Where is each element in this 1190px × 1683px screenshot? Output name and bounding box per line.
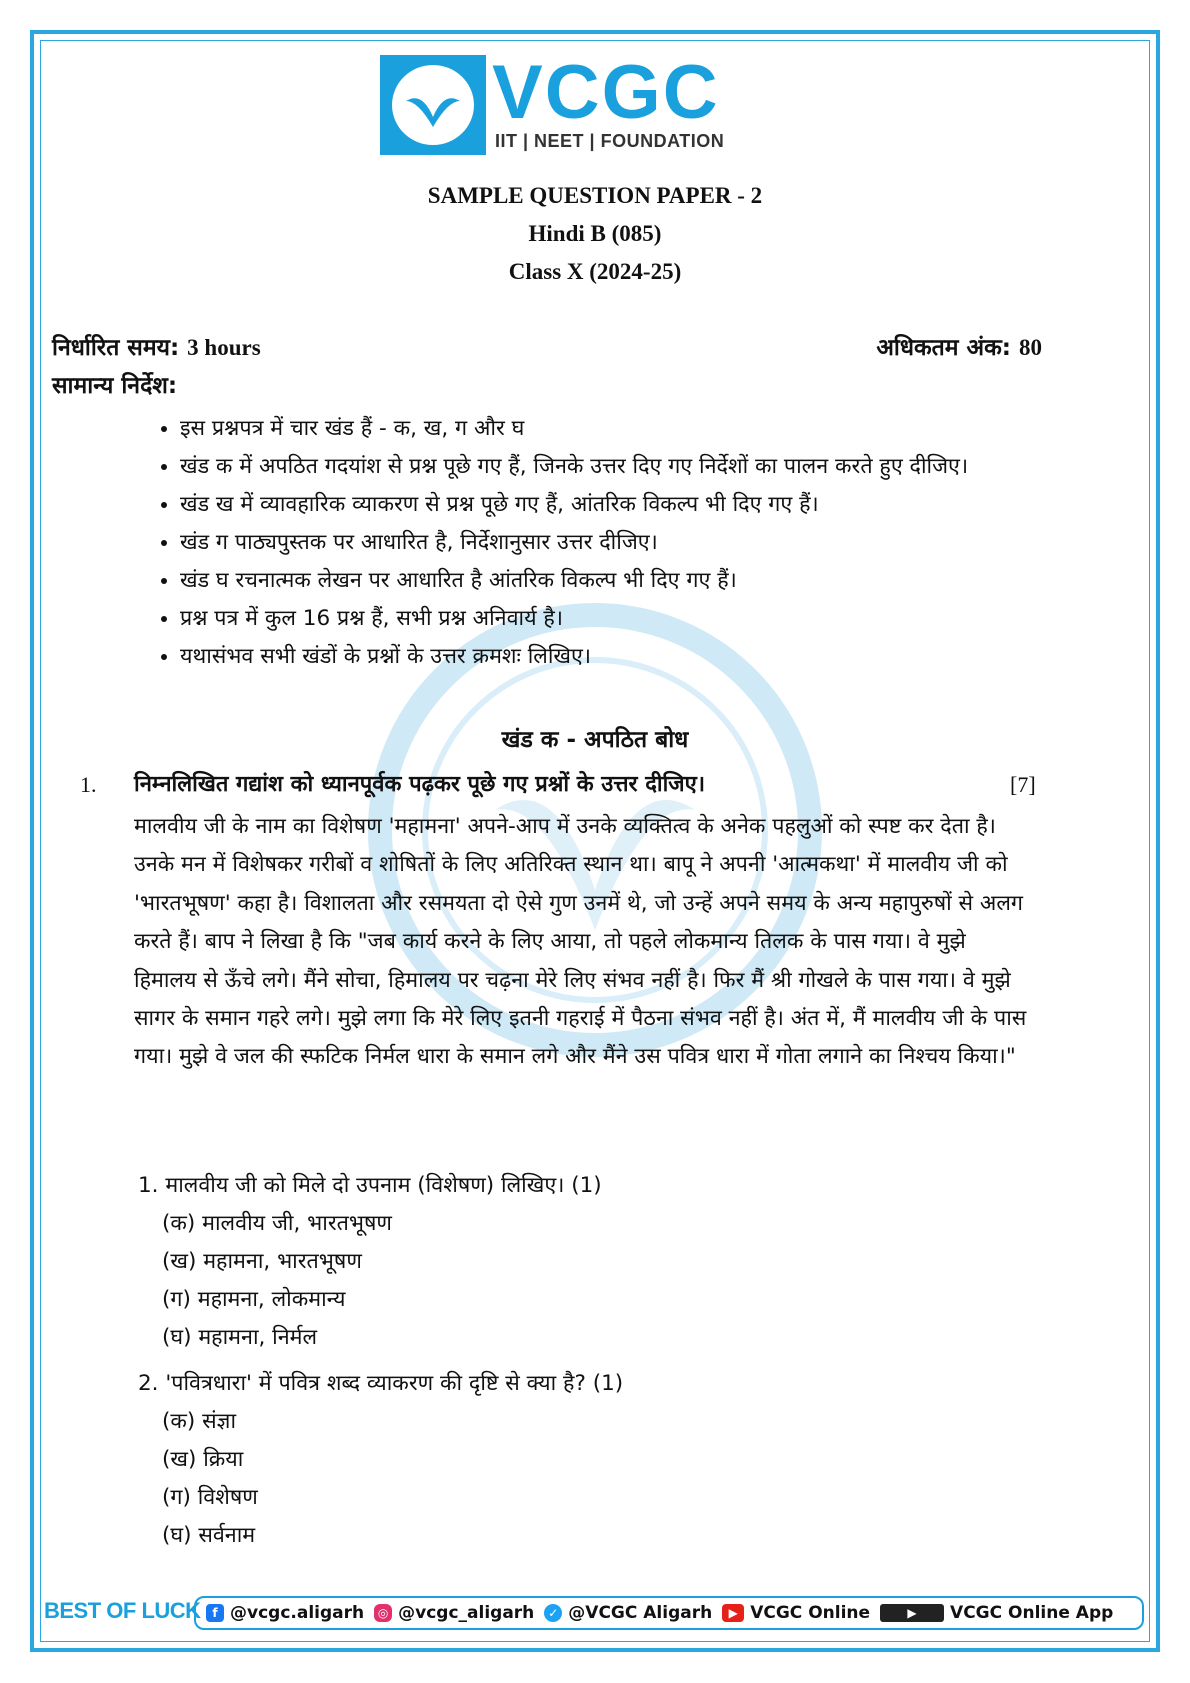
marks-value: 80 <box>1019 335 1042 360</box>
facebook-icon: f <box>206 1604 224 1622</box>
option-kha: (ख) क्रिया <box>162 1447 244 1472</box>
logo-subtitle: IIT | NEET | FOUNDATION <box>495 131 725 151</box>
best-of-luck: BEST OF LUCK <box>44 1598 201 1623</box>
footer <box>42 1596 1150 1632</box>
option-ka: (क) मालवीय जी, भारतभूषण <box>162 1211 392 1236</box>
instructions-title: सामान्य निर्देश: <box>52 373 178 399</box>
marks-label: अधिकतम अंक: <box>876 335 1011 361</box>
option-kha: (ख) महामना, भारतभूषण <box>162 1249 362 1274</box>
option-gha: (घ) महामना, निर्मल <box>162 1325 318 1350</box>
instruction-item: • खंड क में अपठित गदयांश से प्रश्न पूछे गए हैं, जिनके उत्तर दिए गए निर्देशों का पालन करते हुए दीजिए। <box>180 448 1080 486</box>
youtube-handle: VCGC Online <box>750 1603 871 1623</box>
time-label: निर्धारित समय: <box>52 335 180 361</box>
option-ka: (क) संज्ञा <box>162 1409 237 1434</box>
app-link[interactable] <box>880 1603 1113 1623</box>
logo-title: VCGC <box>492 50 720 135</box>
google-play-icon: ▶ <box>880 1604 944 1622</box>
instagram-handle: @vcgc_aligarh <box>398 1603 535 1623</box>
twitter-icon: ✓ <box>544 1604 562 1622</box>
time-value: 3 hours <box>187 335 261 360</box>
option-ga: (ग) महामना, लोकमान्य <box>162 1287 346 1312</box>
twitter-handle: @VCGC Aligarh <box>568 1603 713 1623</box>
instruction-item: • प्रश्न पत्र में कुल 16 प्रश्न हैं, सभी प्रश्न अनिवार्य है। <box>180 600 1080 638</box>
option-ga: (ग) विशेषण <box>162 1485 258 1510</box>
question-number: 1. <box>80 772 97 797</box>
question-text: निम्नलिखित गद्यांश को ध्यानपूर्वक पढ़कर पूछे गए प्रश्नों के उत्तर दीजिए। <box>134 772 706 797</box>
logo-badge <box>380 55 486 155</box>
instruction-item: • इस प्रश्नपत्र में चार खंड हैं - क, ख, ग और घ <box>180 410 1080 448</box>
section-heading: खंड क - अपठित बोध <box>501 727 689 753</box>
facebook-handle: @vcgc.aligarh <box>230 1603 365 1623</box>
time-marks-row <box>52 330 1042 362</box>
paper-subject: Hindi B (085) <box>528 221 662 246</box>
youtube-icon: ▶ <box>722 1604 744 1622</box>
instruction-item: • खंड ग पाठ्यपुस्तक पर आधारित है, निर्देशानुसार उत्तर दीजिए। <box>180 524 1080 562</box>
option-gha: (घ) सर्वनाम <box>162 1523 256 1548</box>
reading-passage: मालवीय जी के नाम का विशेषण 'महामना' अपने-आप में उनके व्यक्तित्व के अनेक पहलुओं को स्पष्ट कर देता है। उनके मन में विशेषकर गरीबों व शोषितों के लिए अतिरिक्त स्थान था। बापू ने अपनी 'आत्मकथा' में मालवीय जी को 'भारतभूषण' कहा है। विशालता और रसमयता दो ऐसे गुण उनमें थे, जो उन्हें अपने समय के अन्य महापुरुषों से अलग करते हैं। बाप ने लिखा है कि "जब कार्य करने के लिए आया, तो पहले लोकमान्य तिलक के पास गया। वे मुझे हिमालय से ऊँचे लगे। मैंने सोचा, हिमालय पर चढ़ना मेरे लिए संभव नहीं है। फिर मैं श्री गोखले के पास गया। वे मुझे सागर के समान गहरे लगे। मुझे लगा कि मेरे लिए इतनी गहराई में पैठना संभव नहीं है। अंत में, मैं मालवीय जी के पास गया। मुझे वे जल की स्फटिक निर्मल धारा के समान लगे और मैंने उस पवित्र धारा में गोता लगाने का निश्चय किया।" <box>134 814 1027 1070</box>
vcgc-logo <box>380 50 740 155</box>
instruction-item: • खंड घ रचनात्मक लेखन पर आधारित है आंतरिक विकल्प भी दिए गए हैं। <box>180 562 1080 600</box>
facebook-link[interactable] <box>206 1603 364 1623</box>
twitter-link[interactable] <box>544 1603 712 1623</box>
instructions-list <box>150 410 1080 676</box>
instagram-icon: ◎ <box>374 1604 392 1622</box>
instagram-link[interactable] <box>374 1603 534 1623</box>
sub-question-2: 2. 'पवित्रधारा' में पवित्र शब्द व्याकरण की दृष्टि से क्या है? (1) <box>138 1371 624 1396</box>
social-links <box>194 1596 1144 1630</box>
sub-question-1: 1. मालवीय जी को मिले दो उपनाम (विशेषण) लिखिए। (1) <box>138 1173 602 1198</box>
bird-icon <box>392 65 474 145</box>
paper-title: SAMPLE QUESTION PAPER - 2 <box>427 183 763 208</box>
question-marks: [7] <box>1010 772 1036 797</box>
instruction-item: • खंड ख में व्यावहारिक व्याकरण से प्रश्न पूछे गए हैं, आंतरिक विकल्प भी दिए गए हैं। <box>180 486 1080 524</box>
app-name: VCGC Online App <box>950 1603 1114 1623</box>
instruction-item: • यथासंभव सभी खंडों के प्रश्नों के उत्तर क्रमशः लिखिए। <box>180 638 1080 676</box>
paper-class: Class X (2024-25) <box>508 259 682 284</box>
youtube-link[interactable] <box>722 1603 870 1623</box>
